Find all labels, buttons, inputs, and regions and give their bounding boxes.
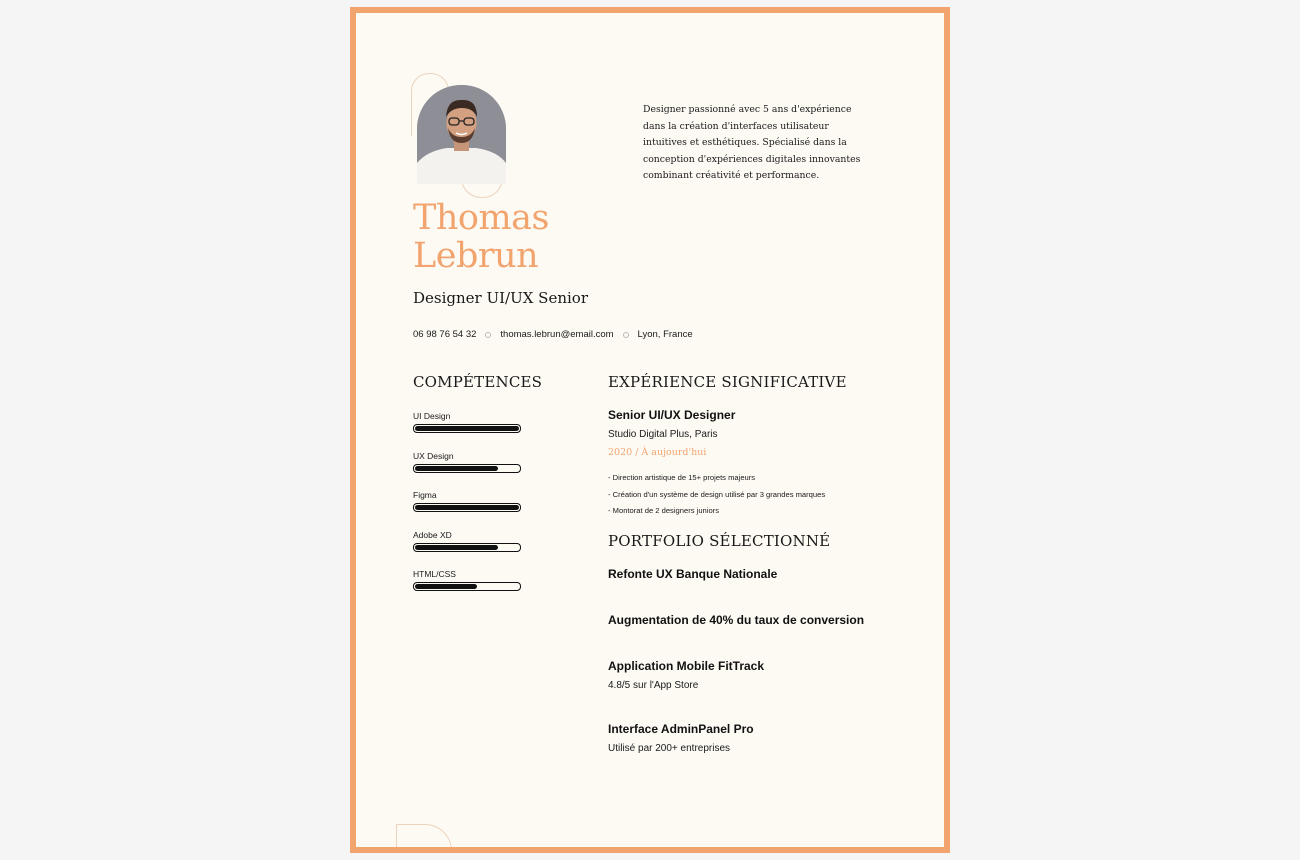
skill-item xyxy=(413,489,523,529)
skill-label: UI Design xyxy=(413,411,451,421)
contact-info xyxy=(413,329,693,340)
skill-level-fill xyxy=(415,584,477,589)
skill-level-fill xyxy=(415,505,519,510)
skill-level-fill xyxy=(415,466,498,471)
portfolio-item xyxy=(608,567,777,581)
skill-item xyxy=(413,568,523,608)
portfolio-item-title: Application Mobile FitTrack xyxy=(608,659,765,673)
skills-heading: COMPÉTENCES xyxy=(413,373,543,391)
skill-level-bar xyxy=(413,543,521,552)
skill-level-bar xyxy=(413,424,521,433)
decorative-arch xyxy=(396,824,452,853)
portfolio-item-subtitle: 4.8/5 sur l'App Store xyxy=(608,680,699,691)
profile-summary: Designer passionné avec 5 ans d'expérience dans la création d'interfaces utilisateur intuitives et esthétiques. Spécialisé dans la conception d'expériences digitales innovantes combinant créativité et performance. xyxy=(643,104,861,181)
skill-level-bar xyxy=(413,503,521,512)
achievement-item: - Direction artistique de 15+ projets majeurs xyxy=(608,473,756,482)
skill-label: Figma xyxy=(413,490,437,500)
profile-photo xyxy=(417,85,506,184)
skill-item xyxy=(413,450,523,490)
skill-label: HTML/CSS xyxy=(413,569,456,579)
job-achievements xyxy=(608,470,825,520)
achievement-item: - Montorat de 2 designers juniors xyxy=(608,506,720,515)
experience-heading: EXPÉRIENCE SIGNIFICATIVE xyxy=(608,373,847,391)
job-title: Senior UI/UX Designer xyxy=(608,408,736,422)
skill-label: UX Design xyxy=(413,450,454,461)
separator-dot-icon xyxy=(485,332,491,338)
portfolio-heading: PORTFOLIO SÉLECTIONNÉ xyxy=(608,532,831,550)
job-company: Studio Digital Plus, Paris xyxy=(608,429,718,440)
portfolio-item-subtitle: Utilisé par 200+ entreprises xyxy=(608,743,731,754)
portfolio-item xyxy=(608,613,864,627)
portfolio-item-title: Interface AdminPanel Pro xyxy=(608,722,754,736)
skills-list xyxy=(413,410,523,608)
separator-dot-icon xyxy=(623,332,629,338)
contact-phone: 06 98 76 54 32 xyxy=(413,329,477,340)
skill-level-fill xyxy=(415,426,519,431)
resume-page xyxy=(350,7,950,853)
job-dates: 2020 / À aujourd'hui xyxy=(608,447,707,458)
skill-level-bar xyxy=(413,464,521,473)
portfolio-item xyxy=(608,722,754,754)
portfolio-item xyxy=(608,659,764,691)
skill-label: Adobe XD xyxy=(413,529,452,540)
contact-email: thomas.lebrun@email.com xyxy=(500,329,614,340)
skill-level-fill xyxy=(415,545,498,550)
first-name: Thomas xyxy=(413,198,549,238)
achievement-item: - Création d'un système de design utilisé par 3 grandes marques xyxy=(608,489,826,499)
candidate-name xyxy=(413,199,549,275)
skill-item xyxy=(413,529,523,569)
last-name: Lebrun xyxy=(413,236,539,276)
contact-location: Lyon, France xyxy=(637,329,693,340)
skill-item xyxy=(413,410,523,450)
portfolio-item-title: Augmentation de 40% du taux de conversion xyxy=(608,613,865,627)
job-role-title: Designer UI/UX Senior xyxy=(413,289,588,307)
portfolio-item-title: Refonte UX Banque Nationale xyxy=(608,567,778,581)
skill-level-bar xyxy=(413,582,521,591)
